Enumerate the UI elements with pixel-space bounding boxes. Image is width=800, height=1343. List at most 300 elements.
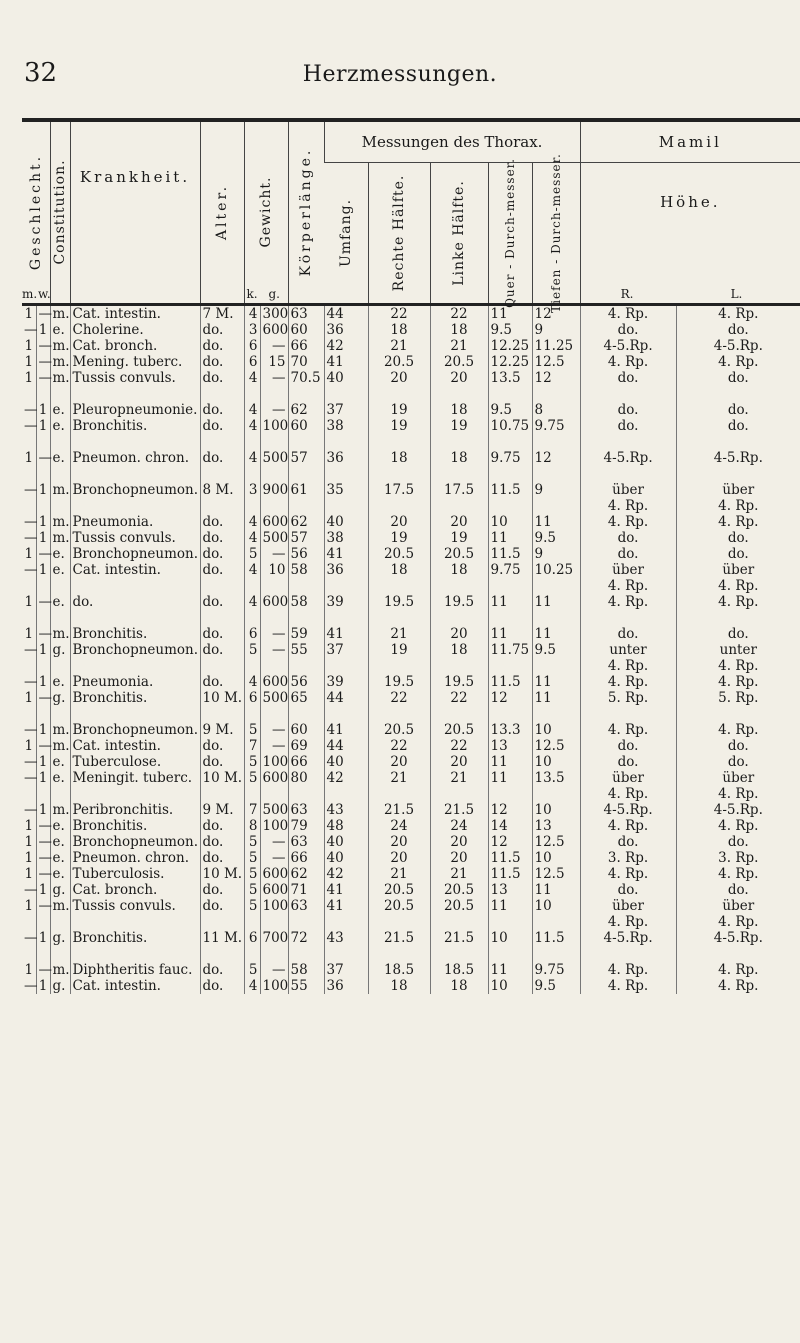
cell-a: do. xyxy=(200,562,244,578)
cell-a xyxy=(200,914,244,930)
cell-gk: 4 xyxy=(244,594,260,610)
cell-hr: 4. Rp. xyxy=(580,914,676,930)
cell-c: e. xyxy=(50,834,70,850)
cell-gg: 600 xyxy=(260,866,288,882)
cell-c: m. xyxy=(50,962,70,978)
cell-t: 11.25 xyxy=(532,338,580,354)
cell-rh: 20 xyxy=(368,754,430,770)
cell-hr: 4. Rp. xyxy=(580,978,676,994)
cell-t: 11 xyxy=(532,514,580,530)
cell-u: 40 xyxy=(324,850,368,866)
cell-c: m. xyxy=(50,722,70,738)
cell-k: do. xyxy=(70,594,200,610)
cell-gg xyxy=(260,658,288,674)
cell-q xyxy=(488,914,532,930)
cell-t: 9.75 xyxy=(532,962,580,978)
table-row xyxy=(22,546,800,562)
table-row xyxy=(22,594,800,610)
cell-a: do. xyxy=(200,594,244,610)
cell-c: e. xyxy=(50,546,70,562)
cell-hr: do. xyxy=(580,626,676,642)
table-row xyxy=(22,402,800,418)
cell-u xyxy=(324,578,368,594)
cell-c xyxy=(50,610,70,626)
spacer-row xyxy=(22,706,800,722)
cell-gk xyxy=(244,706,260,722)
cell-hl xyxy=(676,434,800,450)
cell-kl: 69 xyxy=(288,738,324,754)
cell-k: Cholerine. xyxy=(70,322,200,338)
cell-rh: 20.5 xyxy=(368,354,430,370)
cell-m: 1 xyxy=(24,338,34,354)
cell-lh: 21 xyxy=(430,338,488,354)
cell-t: 12 xyxy=(532,450,580,466)
cell-k: Diphtheritis fauc. xyxy=(70,962,200,978)
header-geschlecht: Geschlecht. m. w. xyxy=(22,122,50,305)
cell-w: — xyxy=(36,898,50,914)
cell-a xyxy=(200,466,244,482)
cell-kl: 57 xyxy=(288,530,324,546)
cell-hr xyxy=(580,466,676,482)
cell-kl: 66 xyxy=(288,338,324,354)
cell-gk: 5 xyxy=(244,722,260,738)
cell-a: do. xyxy=(200,834,244,850)
cell-lh: 20.5 xyxy=(430,722,488,738)
cell-m: — xyxy=(24,978,38,994)
cell-w: — xyxy=(36,738,50,754)
cell-k: Bronchopneumon. xyxy=(70,482,200,498)
cell-m: — xyxy=(24,530,38,546)
cell-hl: do. xyxy=(676,418,800,434)
cell-u: 42 xyxy=(324,770,368,786)
cell-k: Cat. intestin. xyxy=(70,562,200,578)
cell-m: — xyxy=(24,770,38,786)
cell-hl: do. xyxy=(676,370,800,386)
cell-gg: — xyxy=(260,738,288,754)
cell-m: 1 xyxy=(24,354,34,370)
cell-a: 9 M. xyxy=(200,802,244,818)
cell-k: Bronchitis. xyxy=(70,930,200,946)
cell-t: 9 xyxy=(532,546,580,562)
cell-a: do. xyxy=(200,754,244,770)
cell-rh: 19 xyxy=(368,418,430,434)
cell-gg: 600 xyxy=(260,770,288,786)
cell-hr: 4. Rp. xyxy=(580,578,676,594)
cell-w: 1 xyxy=(36,978,50,994)
cell-kl: 55 xyxy=(288,642,324,658)
cell-kl: 60 xyxy=(288,418,324,434)
cell-u: 41 xyxy=(324,354,368,370)
cell-k: Bronchopneumon. xyxy=(70,722,200,738)
cell-a: do. xyxy=(200,898,244,914)
cell-kl: 65 xyxy=(288,690,324,706)
cell-t: 11.5 xyxy=(532,930,580,946)
cell-m: — xyxy=(24,642,38,658)
cell-kl: 58 xyxy=(288,962,324,978)
cell-kl: 63 xyxy=(288,898,324,914)
cell-w: — xyxy=(36,626,50,642)
measurement-table xyxy=(22,122,800,994)
cell-q: 11 xyxy=(488,594,532,610)
cell-c: m. xyxy=(50,370,70,386)
cell-kl: 58 xyxy=(288,562,324,578)
cell-hr: 4-5.Rp. xyxy=(580,930,676,946)
table-row xyxy=(22,770,800,786)
cell-c: e. xyxy=(50,594,70,610)
cell-c: m. xyxy=(50,802,70,818)
cell-a xyxy=(200,786,244,802)
cell-c: m. xyxy=(50,338,70,354)
table-row xyxy=(22,674,800,690)
cell-gg xyxy=(260,610,288,626)
cell-a: do. xyxy=(200,642,244,658)
cell-q: 12.25 xyxy=(488,354,532,370)
spacer-row xyxy=(22,610,800,626)
cell-q: 13.5 xyxy=(488,370,532,386)
cell-lh: 20.5 xyxy=(430,546,488,562)
cell-w: — xyxy=(36,546,50,562)
cell-a: do. xyxy=(200,674,244,690)
table-row xyxy=(22,818,800,834)
cell-lh: 22 xyxy=(430,690,488,706)
cell-a xyxy=(200,706,244,722)
cell-hl: 4. Rp. xyxy=(676,866,800,882)
cell-q: 11.5 xyxy=(488,866,532,882)
cell-lh: 20 xyxy=(430,754,488,770)
cell-gg: — xyxy=(260,370,288,386)
cell-hl: unter xyxy=(676,642,800,658)
cell-rh: 19 xyxy=(368,530,430,546)
header-tiefen-durchmesser: Tiefen - Durch-messer. xyxy=(532,163,580,305)
cell-rh: 20.5 xyxy=(368,546,430,562)
cell-hl: 5. Rp. xyxy=(676,690,800,706)
cell-m: — xyxy=(24,722,38,738)
cell-a xyxy=(200,434,244,450)
cell-gg: 100 xyxy=(260,818,288,834)
cell-lh: 18 xyxy=(430,978,488,994)
cell-hr xyxy=(580,706,676,722)
cell-gk xyxy=(244,658,260,674)
cell-w: 1 xyxy=(36,418,50,434)
cell-gk xyxy=(244,498,260,514)
cell-k: Cat. intestin. xyxy=(70,738,200,754)
cell-u xyxy=(324,946,368,962)
cell-t: 12.5 xyxy=(532,738,580,754)
cell-m: 1 xyxy=(24,306,34,322)
cell-kl xyxy=(288,946,324,962)
cell-hl: 3. Rp. xyxy=(676,850,800,866)
header-umfang: Umfang. xyxy=(324,163,368,305)
cell-rh: 22 xyxy=(368,305,430,323)
cell-lh: 19.5 xyxy=(430,674,488,690)
cell-hr: 4. Rp. xyxy=(580,962,676,978)
cell-gk: 5 xyxy=(244,898,260,914)
cell-k: Cat. intestin. xyxy=(70,978,200,994)
cell-k: Pneumonia. xyxy=(70,674,200,690)
cell-lh xyxy=(430,466,488,482)
cell-k: Bronchitis. xyxy=(70,418,200,434)
spacer-row xyxy=(22,386,800,402)
cell-t: 10 xyxy=(532,898,580,914)
cell-k: Cat. bronch. xyxy=(70,338,200,354)
cell-k: Meningit. tuberc. xyxy=(70,770,200,786)
cell-a xyxy=(200,658,244,674)
cell-m xyxy=(22,658,36,674)
table-row xyxy=(22,914,800,930)
cell-gk: 3 xyxy=(244,322,260,338)
cell-c: g. xyxy=(50,690,70,706)
cell-k xyxy=(70,610,200,626)
cell-a: do. xyxy=(200,354,244,370)
cell-a xyxy=(200,946,244,962)
cell-a xyxy=(200,386,244,402)
cell-gg: 900 xyxy=(260,482,288,498)
cell-q: 12.25 xyxy=(488,338,532,354)
header-constitution: Constitution. xyxy=(50,122,70,305)
cell-hl: über xyxy=(676,562,800,578)
cell-hl: do. xyxy=(676,530,800,546)
cell-u: 39 xyxy=(324,674,368,690)
cell-t xyxy=(532,434,580,450)
cell-k xyxy=(70,466,200,482)
cell-w xyxy=(36,578,50,594)
header-gewicht: Gewicht. k. g. xyxy=(244,122,288,305)
header-alter: Alter. xyxy=(200,122,244,305)
cell-a: 9 M. xyxy=(200,722,244,738)
cell-q: 10 xyxy=(488,978,532,994)
cell-u: 44 xyxy=(324,305,368,323)
cell-kl: 60 xyxy=(288,322,324,338)
cell-a: do. xyxy=(200,402,244,418)
table-row xyxy=(22,978,800,994)
cell-q: 11.5 xyxy=(488,850,532,866)
cell-lh: 21 xyxy=(430,866,488,882)
cell-q: 9.5 xyxy=(488,402,532,418)
cell-k xyxy=(70,946,200,962)
cell-u: 42 xyxy=(324,866,368,882)
cell-gg: 500 xyxy=(260,450,288,466)
cell-t: 12.5 xyxy=(532,866,580,882)
header-mamil: Mamil xyxy=(580,122,800,163)
cell-lh: 22 xyxy=(430,305,488,323)
cell-t: 13.5 xyxy=(532,770,580,786)
cell-gk xyxy=(244,578,260,594)
cell-q: 11 xyxy=(488,754,532,770)
cell-hr: do. xyxy=(580,882,676,898)
cell-hl: 4. Rp. xyxy=(676,722,800,738)
cell-hr: 4. Rp. xyxy=(580,305,676,323)
cell-rh: 21.5 xyxy=(368,930,430,946)
cell-u: 44 xyxy=(324,738,368,754)
cell-gg: — xyxy=(260,850,288,866)
cell-w: 1 xyxy=(36,802,50,818)
cell-a: do. xyxy=(200,738,244,754)
cell-w: — xyxy=(36,834,50,850)
cell-q: 10 xyxy=(488,930,532,946)
cell-m: 1 xyxy=(24,370,34,386)
header-linke-haelfte: Linke Hälfte. xyxy=(430,163,488,305)
cell-hr: 4. Rp. xyxy=(580,786,676,802)
cell-w: 1 xyxy=(36,930,50,946)
cell-hr: 5. Rp. xyxy=(580,690,676,706)
cell-q: 9.75 xyxy=(488,450,532,466)
cell-a: do. xyxy=(200,514,244,530)
cell-u: 41 xyxy=(324,898,368,914)
cell-rh: 22 xyxy=(368,738,430,754)
cell-k: Tussis convuls. xyxy=(70,898,200,914)
cell-kl xyxy=(288,706,324,722)
cell-gk: 4 xyxy=(244,978,260,994)
cell-q: 11 xyxy=(488,770,532,786)
cell-t: 11 xyxy=(532,626,580,642)
cell-w: — xyxy=(36,866,50,882)
cell-m: 1 xyxy=(24,850,34,866)
cell-lh: 19 xyxy=(430,530,488,546)
cell-m: 1 xyxy=(24,690,34,706)
cell-a xyxy=(200,578,244,594)
table-row xyxy=(22,754,800,770)
cell-gk xyxy=(244,786,260,802)
cell-c: m. xyxy=(50,530,70,546)
cell-c xyxy=(50,386,70,402)
cell-q: 10.75 xyxy=(488,418,532,434)
cell-rh: 21 xyxy=(368,770,430,786)
cell-c: m. xyxy=(50,626,70,642)
cell-c: e. xyxy=(50,418,70,434)
cell-c: e. xyxy=(50,562,70,578)
cell-w: 1 xyxy=(36,674,50,690)
cell-gk: 7 xyxy=(244,802,260,818)
cell-a: do. xyxy=(200,818,244,834)
cell-gg: 600 xyxy=(260,514,288,530)
cell-m xyxy=(22,498,36,514)
cell-gk xyxy=(244,434,260,450)
cell-m: — xyxy=(24,882,38,898)
cell-k: Cat. bronch. xyxy=(70,882,200,898)
cell-gg xyxy=(260,914,288,930)
cell-t: 11 xyxy=(532,882,580,898)
running-head: Herzmessungen. xyxy=(302,62,498,87)
cell-t xyxy=(532,578,580,594)
cell-hl: do. xyxy=(676,834,800,850)
cell-c: g. xyxy=(50,882,70,898)
cell-t xyxy=(532,946,580,962)
cell-hl xyxy=(676,610,800,626)
cell-t: 9 xyxy=(532,482,580,498)
cell-gg: — xyxy=(260,834,288,850)
cell-t xyxy=(532,786,580,802)
table-row xyxy=(22,322,800,338)
cell-u: 44 xyxy=(324,690,368,706)
cell-rh: 20 xyxy=(368,834,430,850)
cell-a: do. xyxy=(200,370,244,386)
cell-kl xyxy=(288,786,324,802)
cell-q: 10 xyxy=(488,514,532,530)
cell-kl xyxy=(288,386,324,402)
cell-w xyxy=(36,946,50,962)
cell-q: 12 xyxy=(488,690,532,706)
cell-u xyxy=(324,706,368,722)
cell-q xyxy=(488,498,532,514)
cell-c: m. xyxy=(50,354,70,370)
cell-u: 43 xyxy=(324,802,368,818)
cell-hl: 4. Rp. xyxy=(676,786,800,802)
cell-kl: 72 xyxy=(288,930,324,946)
cell-gk: 3 xyxy=(244,482,260,498)
cell-u: 39 xyxy=(324,594,368,610)
cell-w: — xyxy=(36,690,50,706)
table-row xyxy=(22,530,800,546)
cell-k: Bronchitis. xyxy=(70,690,200,706)
cell-t: 9.5 xyxy=(532,978,580,994)
cell-k: Tussis convuls. xyxy=(70,530,200,546)
cell-u: 36 xyxy=(324,322,368,338)
table-row xyxy=(22,658,800,674)
cell-q: 14 xyxy=(488,818,532,834)
cell-t: 13 xyxy=(532,818,580,834)
cell-gg: — xyxy=(260,962,288,978)
cell-k xyxy=(70,914,200,930)
cell-c: e. xyxy=(50,866,70,882)
cell-kl: 80 xyxy=(288,770,324,786)
table-row xyxy=(22,690,800,706)
cell-hl: 4. Rp. xyxy=(676,498,800,514)
cell-m: — xyxy=(24,322,38,338)
cell-w: — xyxy=(36,450,50,466)
cell-a: do. xyxy=(200,450,244,466)
cell-gk: 4 xyxy=(244,370,260,386)
cell-c: e. xyxy=(50,322,70,338)
cell-hl: 4-5.Rp. xyxy=(676,450,800,466)
cell-gk xyxy=(244,946,260,962)
cell-gk: 4 xyxy=(244,402,260,418)
cell-gg: 600 xyxy=(260,882,288,898)
cell-c: e. xyxy=(50,754,70,770)
cell-u: 40 xyxy=(324,514,368,530)
cell-t: 12.5 xyxy=(532,834,580,850)
cell-gk: 5 xyxy=(244,754,260,770)
cell-q: 13.3 xyxy=(488,722,532,738)
cell-rh xyxy=(368,658,430,674)
cell-u: 36 xyxy=(324,562,368,578)
cell-u: 36 xyxy=(324,978,368,994)
table-row xyxy=(22,962,800,978)
cell-u: 38 xyxy=(324,418,368,434)
cell-t xyxy=(532,706,580,722)
cell-t: 12 xyxy=(532,370,580,386)
cell-k: Mening. tuberc. xyxy=(70,354,200,370)
cell-u: 41 xyxy=(324,626,368,642)
cell-hl: 4. Rp. xyxy=(676,978,800,994)
cell-q xyxy=(488,946,532,962)
cell-m xyxy=(22,578,36,594)
cell-w xyxy=(36,786,50,802)
cell-gg xyxy=(260,786,288,802)
cell-hr: 4-5.Rp. xyxy=(580,802,676,818)
cell-hl: über xyxy=(676,770,800,786)
cell-u xyxy=(324,386,368,402)
cell-w: — xyxy=(36,818,50,834)
table-row xyxy=(22,882,800,898)
cell-t: 12 xyxy=(532,305,580,323)
table-row xyxy=(22,354,800,370)
cell-u: 40 xyxy=(324,370,368,386)
cell-m: — xyxy=(24,754,38,770)
cell-rh: 20 xyxy=(368,514,430,530)
cell-lh: 20.5 xyxy=(430,898,488,914)
cell-u: 48 xyxy=(324,818,368,834)
cell-kl xyxy=(288,658,324,674)
